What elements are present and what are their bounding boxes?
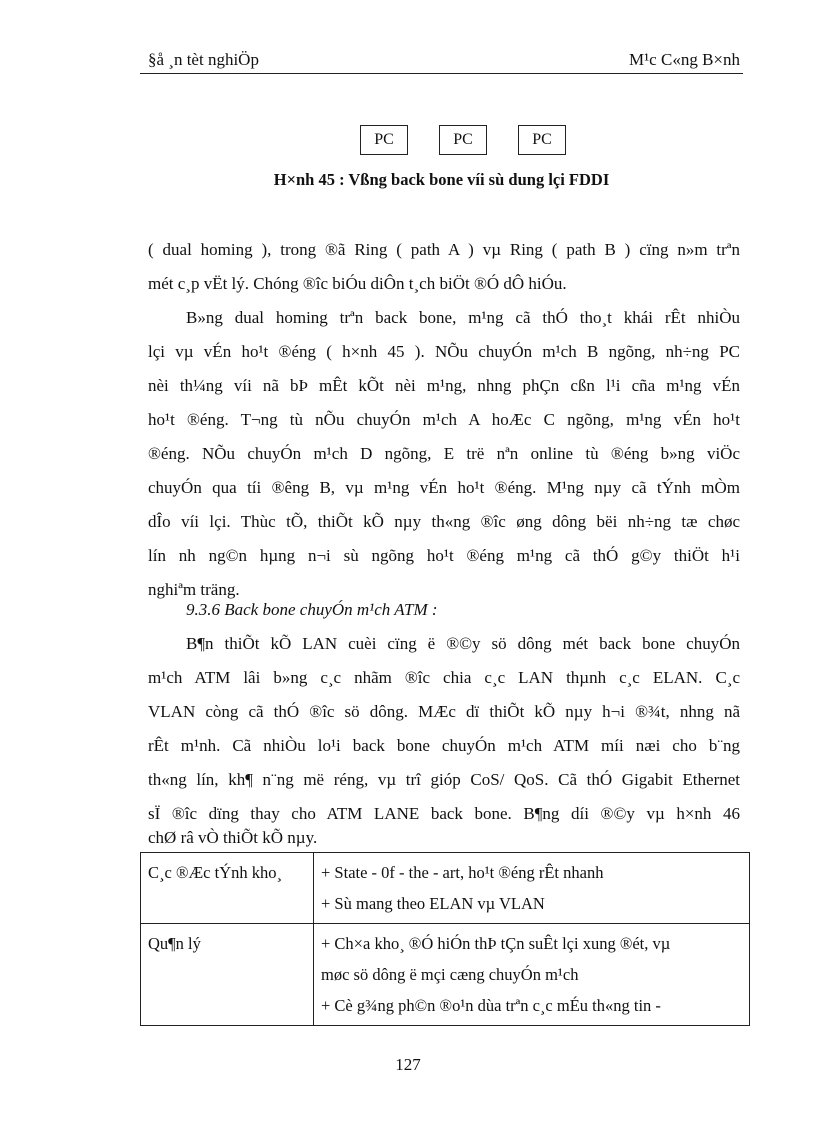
body-line: th«ng lín, kh¶ n¨ng më réng, vµ trî gióp CoS/ QoS. Cã thÓ Gigabit Ethernet <box>148 770 740 789</box>
section-heading: 9.3.6 Back bone chuyÓn m¹ch ATM : <box>186 600 438 619</box>
body-line: lçi vµ vÉn ho¹t ®éng ( h×nh 45 ). NÕu chuyÓn m¹ch B ngõng, nh÷ng PC <box>148 342 740 361</box>
body-line: dÎo víi lçi. Thùc tÕ, thiÕt kÕ nµy th«ng ®îc øng dông bëi nh÷ng tæ chøc <box>148 512 740 531</box>
page-number: 127 <box>395 1055 421 1074</box>
body-line: sÏ ®îc dïng thay cho ATM LANE back bone. B¶ng díi ®©y vµ h×nh 46 <box>148 804 740 823</box>
body-line: mét c¸p vËt lý. Chóng ®îc biÓu diÔn t¸ch biÖt ®Ó dÔ hiÓu. <box>148 274 567 293</box>
body-line: chØ râ vÒ thiÕt kÕ nµy. <box>148 828 318 847</box>
body-line: m¹ch ATM lâi b»ng c¸c nhãm ®îc chia c¸c LAN thµnh c¸c ELAN. C¸c <box>148 668 740 687</box>
table-cell-line: + Sù mang theo ELAN vµ VLAN <box>321 894 545 913</box>
body-line: lín nh ng©n hµng n¬i sù ngõng ho¹t ®éng m¹ng cã thÓ g©y thiÖt h¹i <box>148 546 740 565</box>
table-cell-content <box>314 924 750 1026</box>
figure-pc-box-2: PC <box>439 125 487 155</box>
design-features-table <box>140 852 750 1026</box>
header-rule <box>140 73 743 74</box>
header-right-author: M¹c C«ng B×nh <box>628 50 740 69</box>
table-row <box>141 924 750 1026</box>
body-line: nghiªm träng. <box>148 580 240 599</box>
header-left-title: §å ¸n tèt nghiÖp <box>148 50 259 69</box>
body-line: ( dual homing ), trong ®ã Ring ( path A ) vµ Ring ( path B ) cïng n»m trªn <box>148 240 740 259</box>
body-line: B»ng dual homing trªn back bone, m¹ng cã thÓ tho¸t khái rÊt nhiÒu <box>186 308 740 327</box>
table-row <box>141 853 750 924</box>
body-line: chuyÓn qua tíi ®êng B, vµ m¹ng vÉn ho¹t ®éng. M¹ng nµy cã tÝnh mÒm <box>148 478 740 497</box>
table-cell-line: + Cè g¾ng ph©n ®o¹n dùa trªn c¸c mÉu th«ng tin - <box>321 996 661 1015</box>
table-cell-line: + Ch×a kho¸ ®Ó hiÓn thÞ tÇn suÊt lçi xung ®ét, vµ <box>321 934 671 953</box>
table-cell-label: C¸c ®Æc tÝnh kho¸ <box>141 853 314 924</box>
body-line: B¶n thiÕt kÕ LAN cuèi cïng ë ®©y sö dông mét back bone chuyÓn <box>186 634 740 653</box>
body-line: rÊt m¹nh. Cã nhiÒu lo¹i back bone chuyÓn m¹ch ATM míi næi cho b¨ng <box>148 736 740 755</box>
table-cell-line: + State - 0f - the - art, ho¹t ®éng rÊt nhanh <box>321 863 604 882</box>
figure-pc-box-1: PC <box>360 125 408 155</box>
body-line: VLAN còng cã thÓ ®îc sö dông. MÆc dï thiÕt kÕ nµy h¬i ®¾t, nhng nã <box>148 702 740 721</box>
body-line: nèi th¼ng víi nã bÞ mÊt kÕt nèi m¹ng, nhng phÇn cßn l¹i cña m¹ng vÉn <box>148 376 740 395</box>
body-line: ho¹t ®éng. T¬ng tù nÕu chuyÓn m¹ch A hoÆc C ngõng, m¹ng vÉn ho¹t <box>148 410 740 429</box>
table-cell-line: møc sö dông ë mçi cæng chuyÓn m¹ch <box>321 965 579 984</box>
figure-caption: H×nh 45 : Vßng back bone víi sù dung lçi FDDI <box>273 170 610 189</box>
body-line: ®éng. NÕu chuyÓn m¹ch D ngõng, E trë nªn online tù ®éng b»ng viÖc <box>148 444 740 463</box>
table-cell-label: Qu¶n lý <box>141 924 314 1026</box>
figure-pc-box-3: PC <box>518 125 566 155</box>
table-cell-content <box>314 853 750 924</box>
